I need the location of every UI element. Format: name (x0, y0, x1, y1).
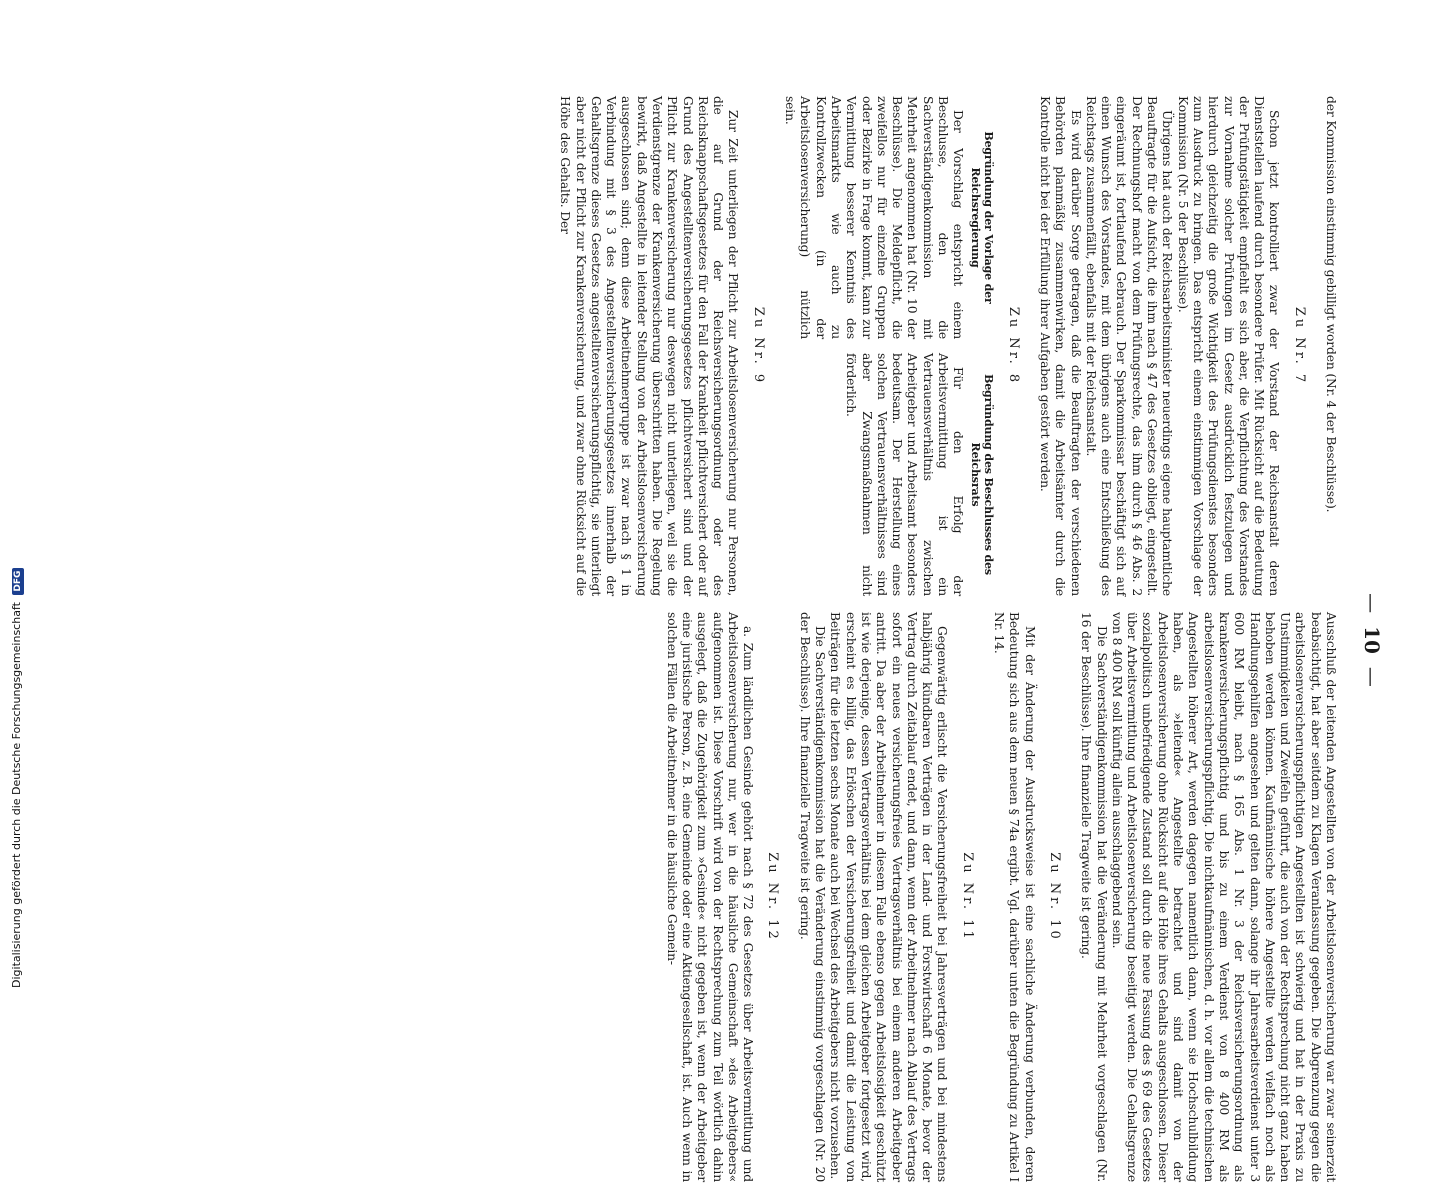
left-intro: der Kommission einstimmig gebilligt worden (Nr. 4 der Beschlüsse). (1324, 96, 1338, 513)
heading-nr9: Zu Nr. 9 (750, 306, 766, 386)
nr10-paragraph: Mit der Änderung der Ausdrucksweise ist eine sachliche Änderung verbunden, deren Bedeutung sich aus dem neuen § 74a ergibt. Vgl. darüber unten die Begründung zu Artikel I Nr. 14. (992, 612, 1037, 1182)
heading-nr11: Zu Nr. 11 (959, 852, 975, 942)
nr8-reichsrat-title: Begründung des Beschlusses des Reichsrats (969, 374, 996, 575)
nr11-paragraph: Gegenwärtig erlischt die Versicherungsfreiheit bei Jahresverträgen und bei mindestens halbjährig kündbaren Verträgen in der Land- und Forstwirtschaft 6 Monate, bevor der Vertrag durch Zeitablauf endet, und dann, wenn der Arbeitnehmer nach Ablauf des Vertrags sofort ein neues versicherungsfreies Vertragsverhältnis bei einem anderen Arbeitgeber antritt. Da aber der Arbeitnehmer in diesem Falle ebenso gegen Arbeitslosigkeit geschützt ist wie derjenige, dessen Vertragsverhältnis bei dem gleichen Arbeitgeber fortgesetzt wird, erscheint es billig, das Erlöschen der Versicherungsfreiheit und damit die Leistung von Beiträgen für die letzten sechs Monate auch bei Wechsel des Arbeitgebers nicht vorzusehen. (828, 612, 950, 1182)
nr8-government-text: Der Vorschlag entspricht einem Beschlusse, den die Sachverständigenkommission mit Mehrheit angenommen hat (Nr. 10 der Beschlüsse). Die Meldepflicht, die zweifellos nur für einzelne Gruppen oder Bezirke in Frage kommt, kann zur Vermittlung besserer Kenntnis des Arbeitsmarkts wie auch zu Kontrollzwecken (in der Arbeitslosenversicherung) nützlich sein. (783, 96, 966, 339)
dfg-logo: DFG (12, 568, 24, 595)
right-column (663, 612, 1338, 1182)
nr8-government-title: Begründung der Vorlage der Reichsregierung (969, 131, 996, 304)
nr7-paragraph: Übrigens hat auch der Reichsarbeitsminister neuerdings eigene hauptamtliche Beauftragte für die Aufsicht, die ihm nach § 47 des Gesetzes obliegt, eingestellt. Der Rechnungshof macht von dem Prüfungsrechte, das ihm durch § 46 Abs. 2 eingeräumt ist, fortlaufend Gebrauch. Der Sparkommissar beschäftigt sich auf einen Wunsch des Vorstandes, mit dem übrigens auch eine Entschließung des Reichstags zusammenfällt, ebenfalls mit der Reichsanstalt. (1083, 96, 1175, 596)
nr11-paragraph: Die Sachverständigenkommission hat die Veränderung einstimmig vorgeschlagen (Nr. 20 der Beschlüsse). Ihre finanzielle Tragweite ist gering. (797, 612, 828, 1182)
heading-nr10: Zu Nr. 10 (1046, 852, 1062, 942)
nr9-paragraph: Zur Zeit unterliegen der Pflicht zur Arbeitslosenversicherung nur Personen, die auf Grund der Reichsversicherungsordnung oder des Reichsknappschaftsgesetzes für den Fall der Krankheit pflichtversichert oder auf Grund des Angestelltenversicherungsgesetzes pflichtversichert sind und der Pflicht zur Krankenversicherung nur deswegen nicht unterliegen, weil sie die Verdienstgrenze der Krankenversicherung überschritten haben. Die Regelung bewirkt, daß Angestellte in leitender Stellung von der Arbeitslosenversicherung ausgeschlossen sind; denn diese Arbeitnehmergruppe ist zwar nach § 1 in Verbindung mit § 3 des Angestelltenversicherungsgesetzes innerhalb der Gehaltsgrenze dieses Gesetzes angestelltenversicherungspflichtig, sie unterliegt aber nicht der Pflicht zur Krankenversicherung, und zwar ohne Rücksicht auf die Höhe des Gehalts. Der (558, 96, 741, 596)
left-column (557, 96, 1338, 596)
nr12-paragraph: a. Zum ländlichen Gesinde gehört nach § 72 des Gesetzes über Arbeitsvermittlung und Arbeitslosenversicherung nur, wer in die häusliche Gemeinschaft »des Arbeitgebers« aufgenommen ist. Diese Vorschrift wird von der Rechtsprechung zum Teil wörtlich dahin ausgelegt, daß die Zugehörigkeit zum »Gesinde« nicht gegeben ist, wenn der Arbeitgeber eine juristische Person, z. B. eine Gemeinde oder eine Aktiengesellschaft, ist. Auch wenn in solchen Fällen die Arbeitnehmer in die häusliche Gemein- (664, 612, 756, 1182)
heading-nr12: Zu Nr. 12 (765, 852, 781, 942)
page-number: 10 (1360, 626, 1384, 654)
right-intro-paragraph: Die Sachverständigenkommission hat die Veränderung mit Mehrheit vorgeschlagen (Nr. 16 der Beschlüsse). Ihre finanzielle Tragweite ist gering. (1079, 612, 1109, 1182)
nr8-reichsrat-text: Für den Erfolg der Arbeitsvermittlung ist ein Vertrauensverhältnis zwischen Arbeitgeber und Arbeitsamt besonders bedeutsam. Der Herstellung eines solchen Vertrauensverhältnisses sind aber Zwangsmaßnahmen nicht förderlich. (844, 353, 966, 596)
page-header (1360, 90, 1384, 1190)
heading-nr8: Zu Nr. 8 (1005, 306, 1021, 386)
nr7-paragraph: Es wird darüber Sorge getragen, daß die Beauftragten der verschiedenen Behörden planmäßig zusammenwirken, damit die Arbeitsämter durch die Kontrolle nicht bei der Erfüllung ihrer Aufgaben gestört werden. (1037, 96, 1083, 596)
nr7-paragraph: Schon jetzt kontrolliert zwar der Vorstand der Reichsanstalt deren Dienststellen laufend durch besondere Prüfer. Mit Rücksicht auf die Bedeutung der Prüfungstätigkeit empfiehlt es sich aber, die Verpflichtung des Vorstandes zur Vornahme solcher Prüfungen im Gesetz ausdrücklich festzulegen und hierdurch gleichzeitig die große Wichtigkeit des Prüfungsdienstes besonders zum Ausdruck zu bringen. Das entspricht einem einstimmigen Vorschlage der Kommission (Nr. 5 der Beschlüsse). (1175, 96, 1282, 596)
digitization-credit (10, 568, 24, 988)
right-intro-paragraph: Ausschluß der leitenden Angestellten von der Arbeitslosenversicherung war zwar seinerzeit beabsichtigt, hat aber seitdem zu Klagen Veranlassung gegeben. Die Abgrenzung gegen die arbeitslosenversicherungspflichtigen Angestellten ist schwierig und hat in der Praxis zu Unstimmigkeiten und Zweifeln geführt, die auch von der Rechtsprechung nicht ganz haben behoben werden können. Kaufmännische höhere Angestellte werden vielfach noch als Handlungsgehilfen angesehen und gelten dann, solange ihr Jahresarbeitsverdienst unter 3 600 RM bleibt, nach § 165 Abs. 1 Nr. 3 der Reichsversicherungsordnung als krankenversicherungspflichtig und bis zu einem Verdienst von 8 400 RM als arbeitslosenversicherungspflichtig. Die nichtkaufmännischen, d. h. vor allem die technischen Angestellten höherer Art, werden dagegen namentlich dann, wenn sie Hochschulbildung haben, als »leitende« Angestellte betrachtet und sind damit von der Arbeitslosenversicherung ohne Rücksicht auf die Höhe ihres Gehalts ausgeschlossen. Dieser sozialpolitisch unbefriedigende Zustand soll durch die neue Fassung des § 69 des Gesetzes über Arbeitsvermittlung und Arbeitslosenversicherung beseitigt werden. Die Gehaltsgrenze von 8 400 RM soll künftig allein ausschlaggebend sein. (1109, 612, 1338, 1182)
nr8-government-side (782, 96, 996, 339)
credit-text: Digitalisierung gefördert durch die Deutsche Forschungsgemeinschaft (10, 602, 23, 988)
nr8-reichsrat-side (782, 353, 996, 596)
nr8-comparison (782, 96, 996, 596)
header-dash-right: — (1360, 666, 1384, 687)
header-dash-left: — (1360, 593, 1384, 614)
heading-nr7: Zu Nr. 7 (1291, 306, 1307, 386)
